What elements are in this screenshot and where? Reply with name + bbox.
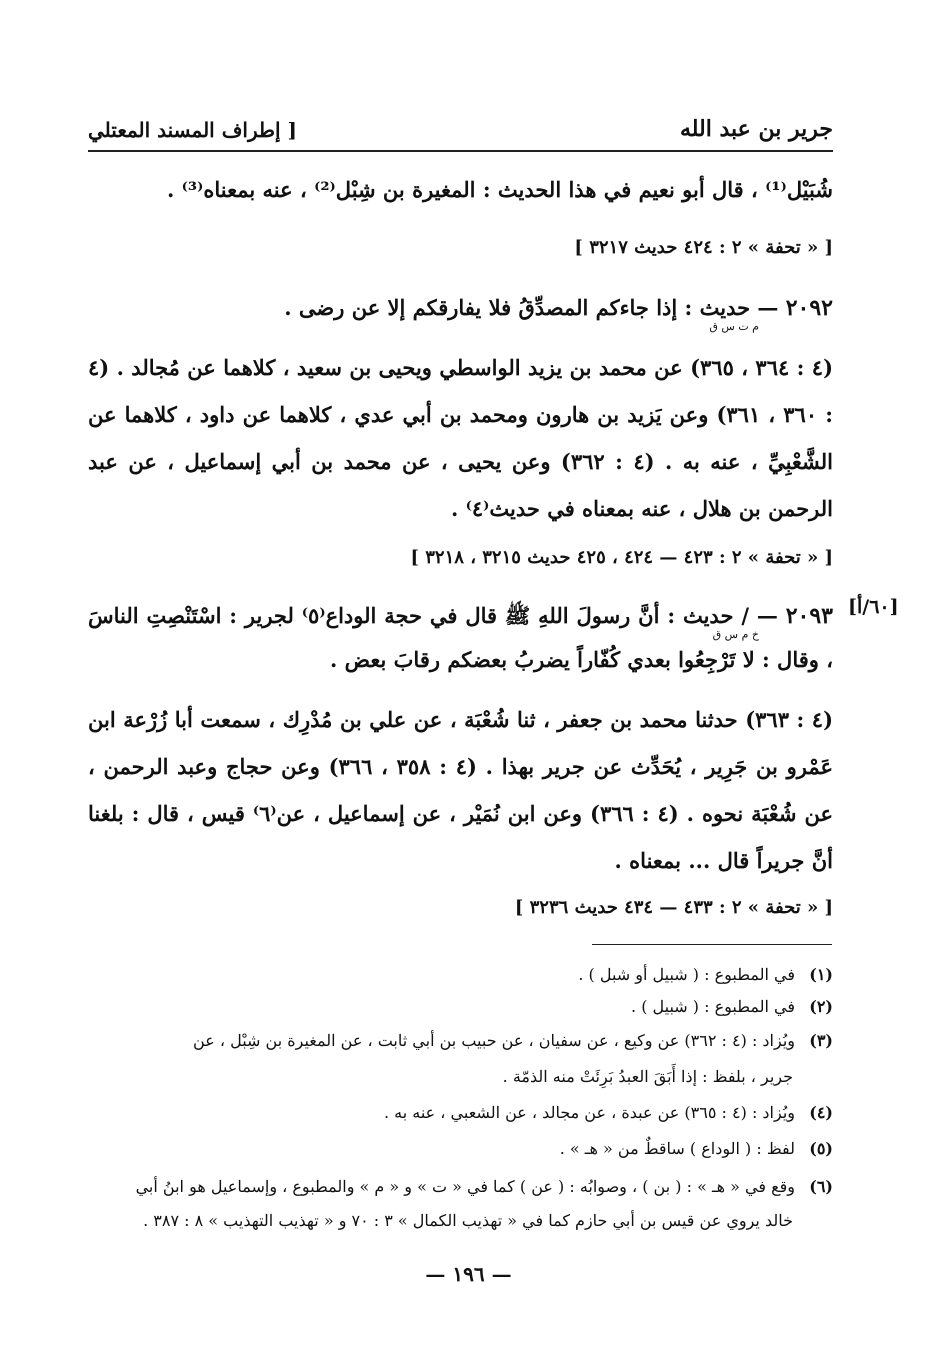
hadith-2092-isnad: (٤ : ٣٦٤ ، ٣٦٥) عن محمد بن يزيد الواسطي ويحيى بن سعيد ، كلاهما عن مُجالد . (٤ : ٣٦٠ ، ٣٦١) وعن يَزيد بن هارون ومحمد بن أبي عدي ، كلاهما عن داود ، كلاهما عن الشَّعْبِيِّ ، عنه به . (٤ : ٣٦٢) وعن يحيى ، عن محمد بن أبي إسماعيل ، عن عبد الرحمن بن هلال ، عنه بمعناه في حديث⁽٤⁾ . [88,355,834,521]
footnote-text: في المطبوع : ( شبيل ) . [631,997,795,1016]
footnote [88,994,833,1020]
header-book-title: [ إطراف المسند المعتلي [88,118,297,142]
hadith-word: حديث [699,295,751,320]
header-chapter-title: جرير بن عبد الله [679,116,833,142]
tuhfa-ref-2: [ « تحفة » ٢ : ٤٢٣ — ٤٢٤ ، ٤٢٥ حديث ٣٢١٥ ، ٣٢١٨ ] [410,547,833,568]
footnote-number: (٦) [809,1177,833,1196]
footnote [88,1028,833,1054]
page-number: — ١٩٦ — [425,1262,512,1286]
hadith-number: ٢٠٩٣ [785,603,833,629]
hadith-2092-matn: ٢٠٩٢ — حديث : إذا جاءكم المصدِّقُ فلا يفارقكم إلا عن رضى . [284,295,833,321]
hadith-text: : إذا جاءكم المصدِّقُ فلا يفارقكم إلا عن رضى . [284,295,700,320]
footnote-continuation: خالد يروي عن قيس بن أبي حازم كما في « تهذيب الكمال » ٣ : ٧٠ و « تهذيب التهذيب » ٨ : ٣٨٧ . [143,1211,793,1230]
footnote-number: (١) [809,965,833,984]
hadith-word: حديث [682,603,734,628]
manuscript-folio-ref: [٦٠/أ] [848,596,899,618]
hadith-2093-isnad: (٤ : ٣٦٣) حدثنا محمد بن جعفر ، ثنا شُعْبَة ، عن علي بن مُدْرِك ، سمعت أبا زُرْعة ابن عَمْرو بن جَرِير ، يُحَدِّث عن جرير بهذا . (٤ : ٣٥٨ ، ٣٦٦) وعن حجاج وعبد الرحمن ، عن شُعْبَة نحوه . (٤ : ٣٦٦) وعن ابن نُمَيْر ، عن إسماعيل ، عن⁽٦⁾ قيس ، قال : بلغنا أنَّ جريراً قال ... بمعناه . [88,707,834,873]
footnote-number: (٢) [809,997,833,1016]
footnote-number: (٥) [809,1139,833,1158]
footnote-number: (٤) [809,1103,833,1122]
footnote-continuation: جرير ، بلفظ : إذا أَبَقَ العبدُ بَرِئَتْ منه الذمّة . [502,1067,793,1086]
hadith-number: ٢٠٩٢ [785,295,833,321]
footnote-text: في المطبوع : ( شبيل أو شبل ) . [578,965,795,984]
footnote-text: ويُزاد : (٤ : ٣٦٢) عن وكيع ، عن سفيان ، عن حبيب بن أبي ثابت ، عن المغيرة بن شِبْل ، عن [193,1031,795,1050]
hadith-2092-sigla: م ت س ق [709,320,759,333]
tuhfa-ref-1: [ « تحفة » ٢ : ٤٢٤ حديث ٣٢١٧ ] [574,237,833,258]
footnote [88,1174,833,1200]
footnote-number: (٣) [809,1031,833,1050]
hadith-2093-sigla: خ م س ق [712,628,759,641]
running-header [88,116,833,150]
intro-line: شُبَيْل⁽¹⁾ ، قال أبو نعيم في هذا الحديث : المغيرة بن شِبْل⁽²⁾ ، عنه بمعناه⁽³⁾ . [167,177,833,202]
header-rule [88,150,833,152]
footnote [88,1100,833,1126]
hadith-2093-matn: ٢٠٩٣ — / حديث : أنَّ رسولَ اللهِ ﷺ قال في حجة الوداع⁽٥⁾ لجرير : اسْتَنْصِتِ الناسَ ، وقال : لا تَرْجِعُوا بعدي كُفّاراً يضربُ بعضكم رقابَ بعض . [88,603,833,672]
footnote-text: ويُزاد : (٤ : ٣٦٥) عن عبدة ، عن مجالد ، عن الشعبي ، عنه به . [383,1103,795,1122]
footnote [88,962,833,988]
tuhfa-ref-3: [ « تحفة » ٢ : ٤٣٣ — ٤٣٤ حديث ٣٢٣٦ ] [514,897,833,918]
footnote [88,1136,833,1162]
footnote-text: لفظ : ( الوداع ) ساقطٌ من « هـ » . [559,1139,795,1158]
footnote-rule [592,944,832,945]
hadith-text: : أنَّ رسولَ اللهِ ﷺ قال في حجة الوداع⁽٥⁾ لجرير : اسْتَنْصِتِ الناسَ ، وقال : لا تَرْجِعُوا بعدي كُفّاراً يضربُ بعضكم رقابَ بعض . [88,603,833,672]
footnote-text: وقع في « هـ » : ( بن ) ، وصوابُه : ( عن ) كما في « ت » و « م » والمطبوع ، وإسماعيل هو ابنُ أبي [135,1177,795,1196]
